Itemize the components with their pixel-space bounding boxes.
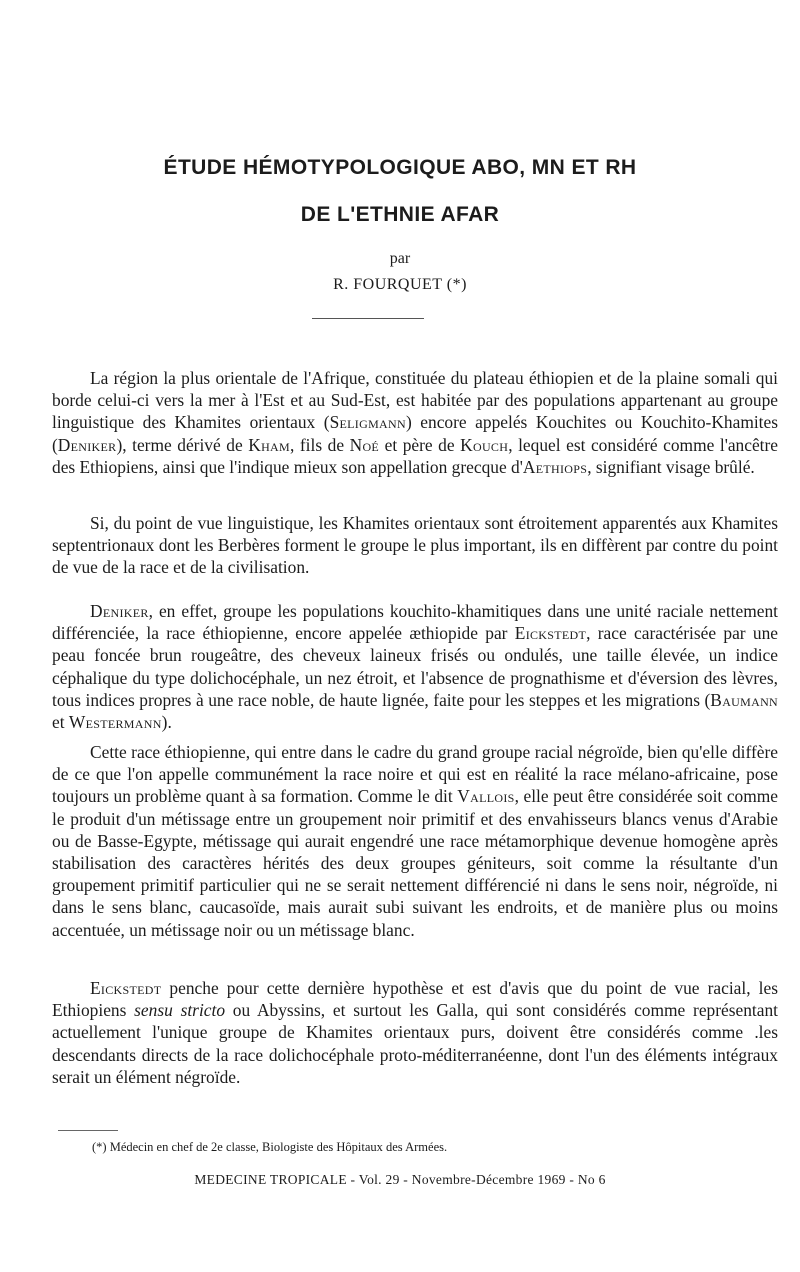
author-ref-deniker: Deniker	[57, 434, 117, 455]
footnote-rule	[58, 1130, 118, 1131]
name-kouch: Kouch	[460, 434, 509, 455]
author-ref-westermann: Westermann	[68, 712, 162, 733]
paragraph-4: Cette race éthiopienne, qui entre dans le cadre du grand groupe racial négroïde, bien qu'elle diffère de ce que l'on appelle communément la race noire et qui est en réalité la race mélano-africaine, pose toujours un problème quant à sa formation. Comme le dit Vallois, elle peut être considérée soit comme le produit d'un métissage entre un groupement noir primitif et des envahisseurs blancs venus d'Arabie ou de Basse-Egypte, métissage qui aurait engendré une race métamorphique devenue homogène après stabilisation des caractères hérités des deux groupes géniteurs, soit comme la résultante d'un groupement primitif particulier qui ne se serait nettement différencié ni dans le sens noir, négroïde, ni dans le sens blanc, caucasoïde, mais aurait subi suivant les endroits, et de manière plus ou moins accentuée, un métissage noir ou un métissage blanc.	[52, 742, 779, 940]
term-sensu-stricto: sensu stricto	[134, 1000, 226, 1021]
paragraph-5: Eickstedt penche pour cette dernière hypothèse et est d'avis que du point de vue racial, les Ethiopiens sensu stricto ou Abyssins, et surtout les Galla, qui sont considérés comme représentant actuellement l'unique groupe de Khamites orientaux purs, doivent être considérés comme .les descendants directs de la race dolichocéphale proto-méditerranéenne, dont l'un des éléments intégraux serait un élément négroïde.	[52, 978, 778, 1087]
footnote: (*) Médecin en chef de 2e classe, Biologiste des Hôpitaux des Armées.	[92, 1140, 448, 1154]
article-title-line2: DE L'ETHNIE AFAR	[300, 203, 500, 226]
author-ref-seligmann: Seligmann	[329, 412, 406, 433]
article-title-line1: ÉTUDE HÉMOTYPOLOGIQUE ABO, MN ET RH	[163, 156, 637, 179]
byline-par: par	[389, 250, 411, 267]
paragraph-3: Deniker, en effet, groupe les populations kouchito-khamitiques dans une unité raciale nettement différenciée, la race éthiopienne, encore appelée æthiopide par Eickstedt, race caractérisée par une peau foncée brun rougeâtre, des cheveux laineux frisés ou ondulés, une taille élevée, un indice céphalique du type dolichocéphale, un nez étroit, et l'absence de prognathisme et d'éversion des lèvres, tous indices propres à une race noble, de haute lignée, faite pour les steppes et les migrations (Baumann et Westermann).	[52, 601, 778, 733]
author-ref-deniker: Deniker	[90, 601, 149, 621]
author-ref-eickstedt: Eickstedt	[90, 978, 162, 998]
paragraph-1: La région la plus orientale de l'Afrique, constituée du plateau éthiopien et de la plaine somali qui borde celui-ci vers la mer à l'Est et au Sud-Est, est habitée par des populations appartenant au groupe linguistique des Khamites orientaux (Seligmann) encore appelés Kouchites ou Kouchito-Khamites (Deniker), terme dérivé de Kham, fils de Noé et père de Kouch, lequel est considéré comme l'ancêtre des Ethiopiens, ainsi que l'indique mieux son appellation grecque d'Aethiops, signifiant visage brûlé.	[52, 368, 779, 477]
author-ref-baumann: Baumann	[710, 689, 778, 710]
name-aethiops: Aethiops	[522, 456, 588, 477]
journal-reference: MEDECINE TROPICALE - Vol. 29 - Novembre-Décembre 1969 - No 6	[194, 1172, 606, 1187]
name-kham: Kham	[248, 434, 290, 455]
paragraph-2: Si, du point de vue linguistique, les Khamites orientaux sont étroitement apparentés aux Khamites septentrionaux dont les Berbères forment le groupe le plus important, ils en diffèrent par contre du point de vue de la race et de la civilisation.	[52, 513, 778, 578]
title-separator-rule	[312, 318, 424, 319]
author-ref-vallois: Vallois	[457, 786, 515, 807]
author-name: R. FOURQUET (*)	[333, 276, 467, 293]
name-noe: Noé	[349, 434, 380, 455]
author-ref-eickstedt: Eickstedt	[514, 623, 587, 644]
